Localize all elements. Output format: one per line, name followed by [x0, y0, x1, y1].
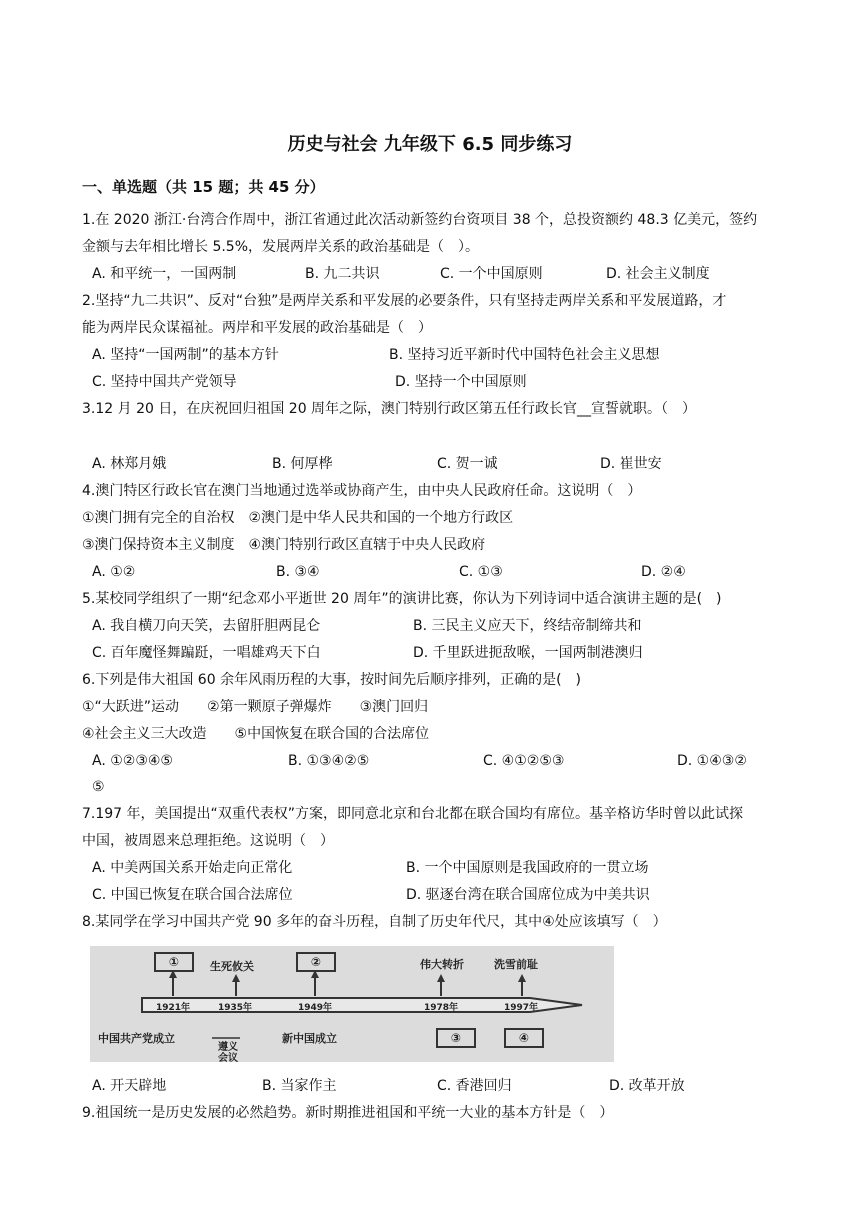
- q1-stem-line2: 金额与去年相比增长 5.5%，发展两岸关系的政治基础是（ ）。: [82, 239, 480, 255]
- q6-stem-line2: ①“大跃进”运动 ②第一颗原子弹爆炸 ③澳门回归: [82, 699, 429, 715]
- q6-option-b: B. ①③④②⑤: [288, 753, 370, 769]
- q6-option-c: C. ④①②⑤③: [483, 753, 565, 769]
- q5-option-d: D. 千里跃进扼敌喉，一国两制港澳归: [413, 645, 643, 661]
- timeline-label-zunyi: 遵义会议: [218, 1042, 238, 1064]
- q1-option-a: A. 和平统一，一国两制: [92, 266, 237, 282]
- q2-option-d: D. 坚持一个中国原则: [395, 374, 527, 390]
- q6-stem-line3: ④社会主义三大改造 ⑤中国恢复在联合国的合法席位: [82, 726, 430, 742]
- q3-option-a: A. 林郑月娥: [92, 456, 167, 472]
- timeline-year-1949: 1949年: [298, 1003, 333, 1013]
- timeline-label-cpc-founding: 中国共产党成立: [98, 1032, 175, 1045]
- section-heading: 一、单选题（共 15 题；共 45 分）: [82, 178, 325, 196]
- q1-option-c: C. 一个中国原则: [440, 266, 543, 282]
- q8-option-b: B. 当家作主: [262, 1078, 337, 1094]
- q8-stem-line1: 8.某同学在学习中国共产党 90 多年的奋斗历程，自制了历史年代尺，其中④处应该填写（ ）: [82, 914, 667, 930]
- q3-option-d: D. 崔世安: [600, 456, 662, 472]
- timeline-box-4: ④: [504, 1028, 544, 1048]
- timeline-box-1: ①: [154, 952, 194, 972]
- q4-stem-line2: ①澳门拥有完全的自治权 ②澳门是中华人民共和国的一个地方行政区: [82, 510, 514, 526]
- q2-option-b: B. 坚持习近平新时代中国特色社会主义思想: [389, 347, 660, 363]
- page-title: 历史与社会 九年级下 6.5 同步练习: [287, 134, 573, 155]
- q2-option-a: A. 坚持“一国两制”的基本方针: [92, 347, 279, 363]
- q7-option-d: D. 驱逐台湾在联合国席位成为中美共识: [406, 887, 650, 903]
- q5-option-c: C. 百年魔怪舞蹁跹，一唱雄鸡天下白: [92, 645, 321, 661]
- timeline-label-wash-shame: 洗雪前耻: [494, 958, 538, 971]
- q7-option-b: B. 一个中国原则是我国政府的一贯立场: [406, 860, 649, 876]
- timeline-year-1997: 1997年: [504, 1003, 539, 1013]
- q1-option-d: D. 社会主义制度: [606, 266, 710, 282]
- q4-option-a: A. ①②: [92, 564, 136, 580]
- q8-option-d: D. 改革开放: [609, 1078, 685, 1094]
- q5-option-a: A. 我自横刀向天笑，去留肝胆两昆仑: [92, 618, 321, 634]
- q6-option-a: A. ①②③④⑤: [92, 753, 173, 769]
- timeline-year-1921: 1921年: [156, 1003, 191, 1013]
- q1-option-b: B. 九二共识: [305, 266, 380, 282]
- timeline-label-life-death: 生死攸关: [210, 960, 254, 973]
- timeline-label-great-turn: 伟大转折: [420, 958, 464, 971]
- timeline-box-3: ③: [436, 1028, 476, 1048]
- q2-stem-line2: 能为两岸民众谋福祉。两岸和平发展的政治基础是（ ）: [82, 320, 432, 336]
- timeline-label-prc-founding: 新中国成立: [282, 1032, 337, 1045]
- q7-stem-line2: 中国，被周恩来总理拒绝。这说明（ ）: [82, 833, 334, 849]
- q3-option-b: B. 何厚桦: [272, 456, 333, 472]
- q4-stem-line1: 4.澳门特区行政长官在澳门当地通过选举或协商产生，由中央人民政府任命。这说明（ ）: [82, 483, 642, 499]
- q4-stem-line3: ③澳门保持资本主义制度 ④澳门特别行政区直辖于中央人民政府: [82, 537, 486, 553]
- q4-option-b: B. ③④: [276, 564, 320, 580]
- timeline-year-1935: 1935年: [218, 1003, 253, 1013]
- q9-stem-line1: 9.祖国统一是历史发展的必然趋势。新时期推进祖国和平统一大业的基本方针是（ ）: [82, 1105, 614, 1121]
- q8-option-a: A. 开天辟地: [92, 1078, 167, 1094]
- q7-option-a: A. 中美两国关系开始走向正常化: [92, 860, 293, 876]
- q4-option-c: C. ①③: [459, 564, 503, 580]
- timeline-year-1978: 1978年: [424, 1003, 459, 1013]
- q4-option-d: D. ②④: [641, 564, 686, 580]
- q3-option-c: C. 贺一诚: [437, 456, 498, 472]
- q7-stem-line1: 7.197 年，美国提出“双重代表权”方案，即同意北京和台北都在联合国均有席位。基辛格访华时曾以此试探: [82, 806, 744, 822]
- q6-stem-line1: 6.下列是伟大祖国 60 余年风雨历程的大事，按时间先后顺序排列，正确的是( ): [82, 672, 581, 688]
- q2-stem-line1: 2.坚持“九二共识”、反对“台独”是两岸关系和平发展的必要条件，只有坚持走两岸关系和平发展道路，才: [82, 293, 727, 309]
- q7-option-c: C. 中国已恢复在联合国合法席位: [92, 887, 293, 903]
- q1-stem-line1: 1.在 2020 浙江·台湾合作周中，浙江省通过此次活动新签约台资项目 38 个，总投资额约 48.3 亿美元，签约: [82, 212, 758, 228]
- q2-option-c: C. 坚持中国共产党领导: [92, 374, 237, 390]
- q6-option-d-wrap: ⑤: [92, 779, 105, 795]
- q6-option-d: D. ①④③②: [677, 753, 747, 769]
- q3-stem-line1: 3.12 月 20 日，在庆祝回归祖国 20 周年之际，澳门特别行政区第五任行政长官__宣誓就职。（ ）: [82, 401, 697, 417]
- timeline-box-2: ②: [296, 952, 336, 972]
- q5-stem-line1: 5.某校同学组织了一期“纪念邓小平逝世 20 周年”的演讲比赛，你认为下列诗词中适合演讲主题的是( ): [82, 591, 722, 607]
- q8-option-c: C. 香港回归: [437, 1078, 512, 1094]
- history-timeline-image: [90, 946, 614, 1062]
- q5-option-b: B. 三民主义应天下，终结帝制缔共和: [413, 618, 642, 634]
